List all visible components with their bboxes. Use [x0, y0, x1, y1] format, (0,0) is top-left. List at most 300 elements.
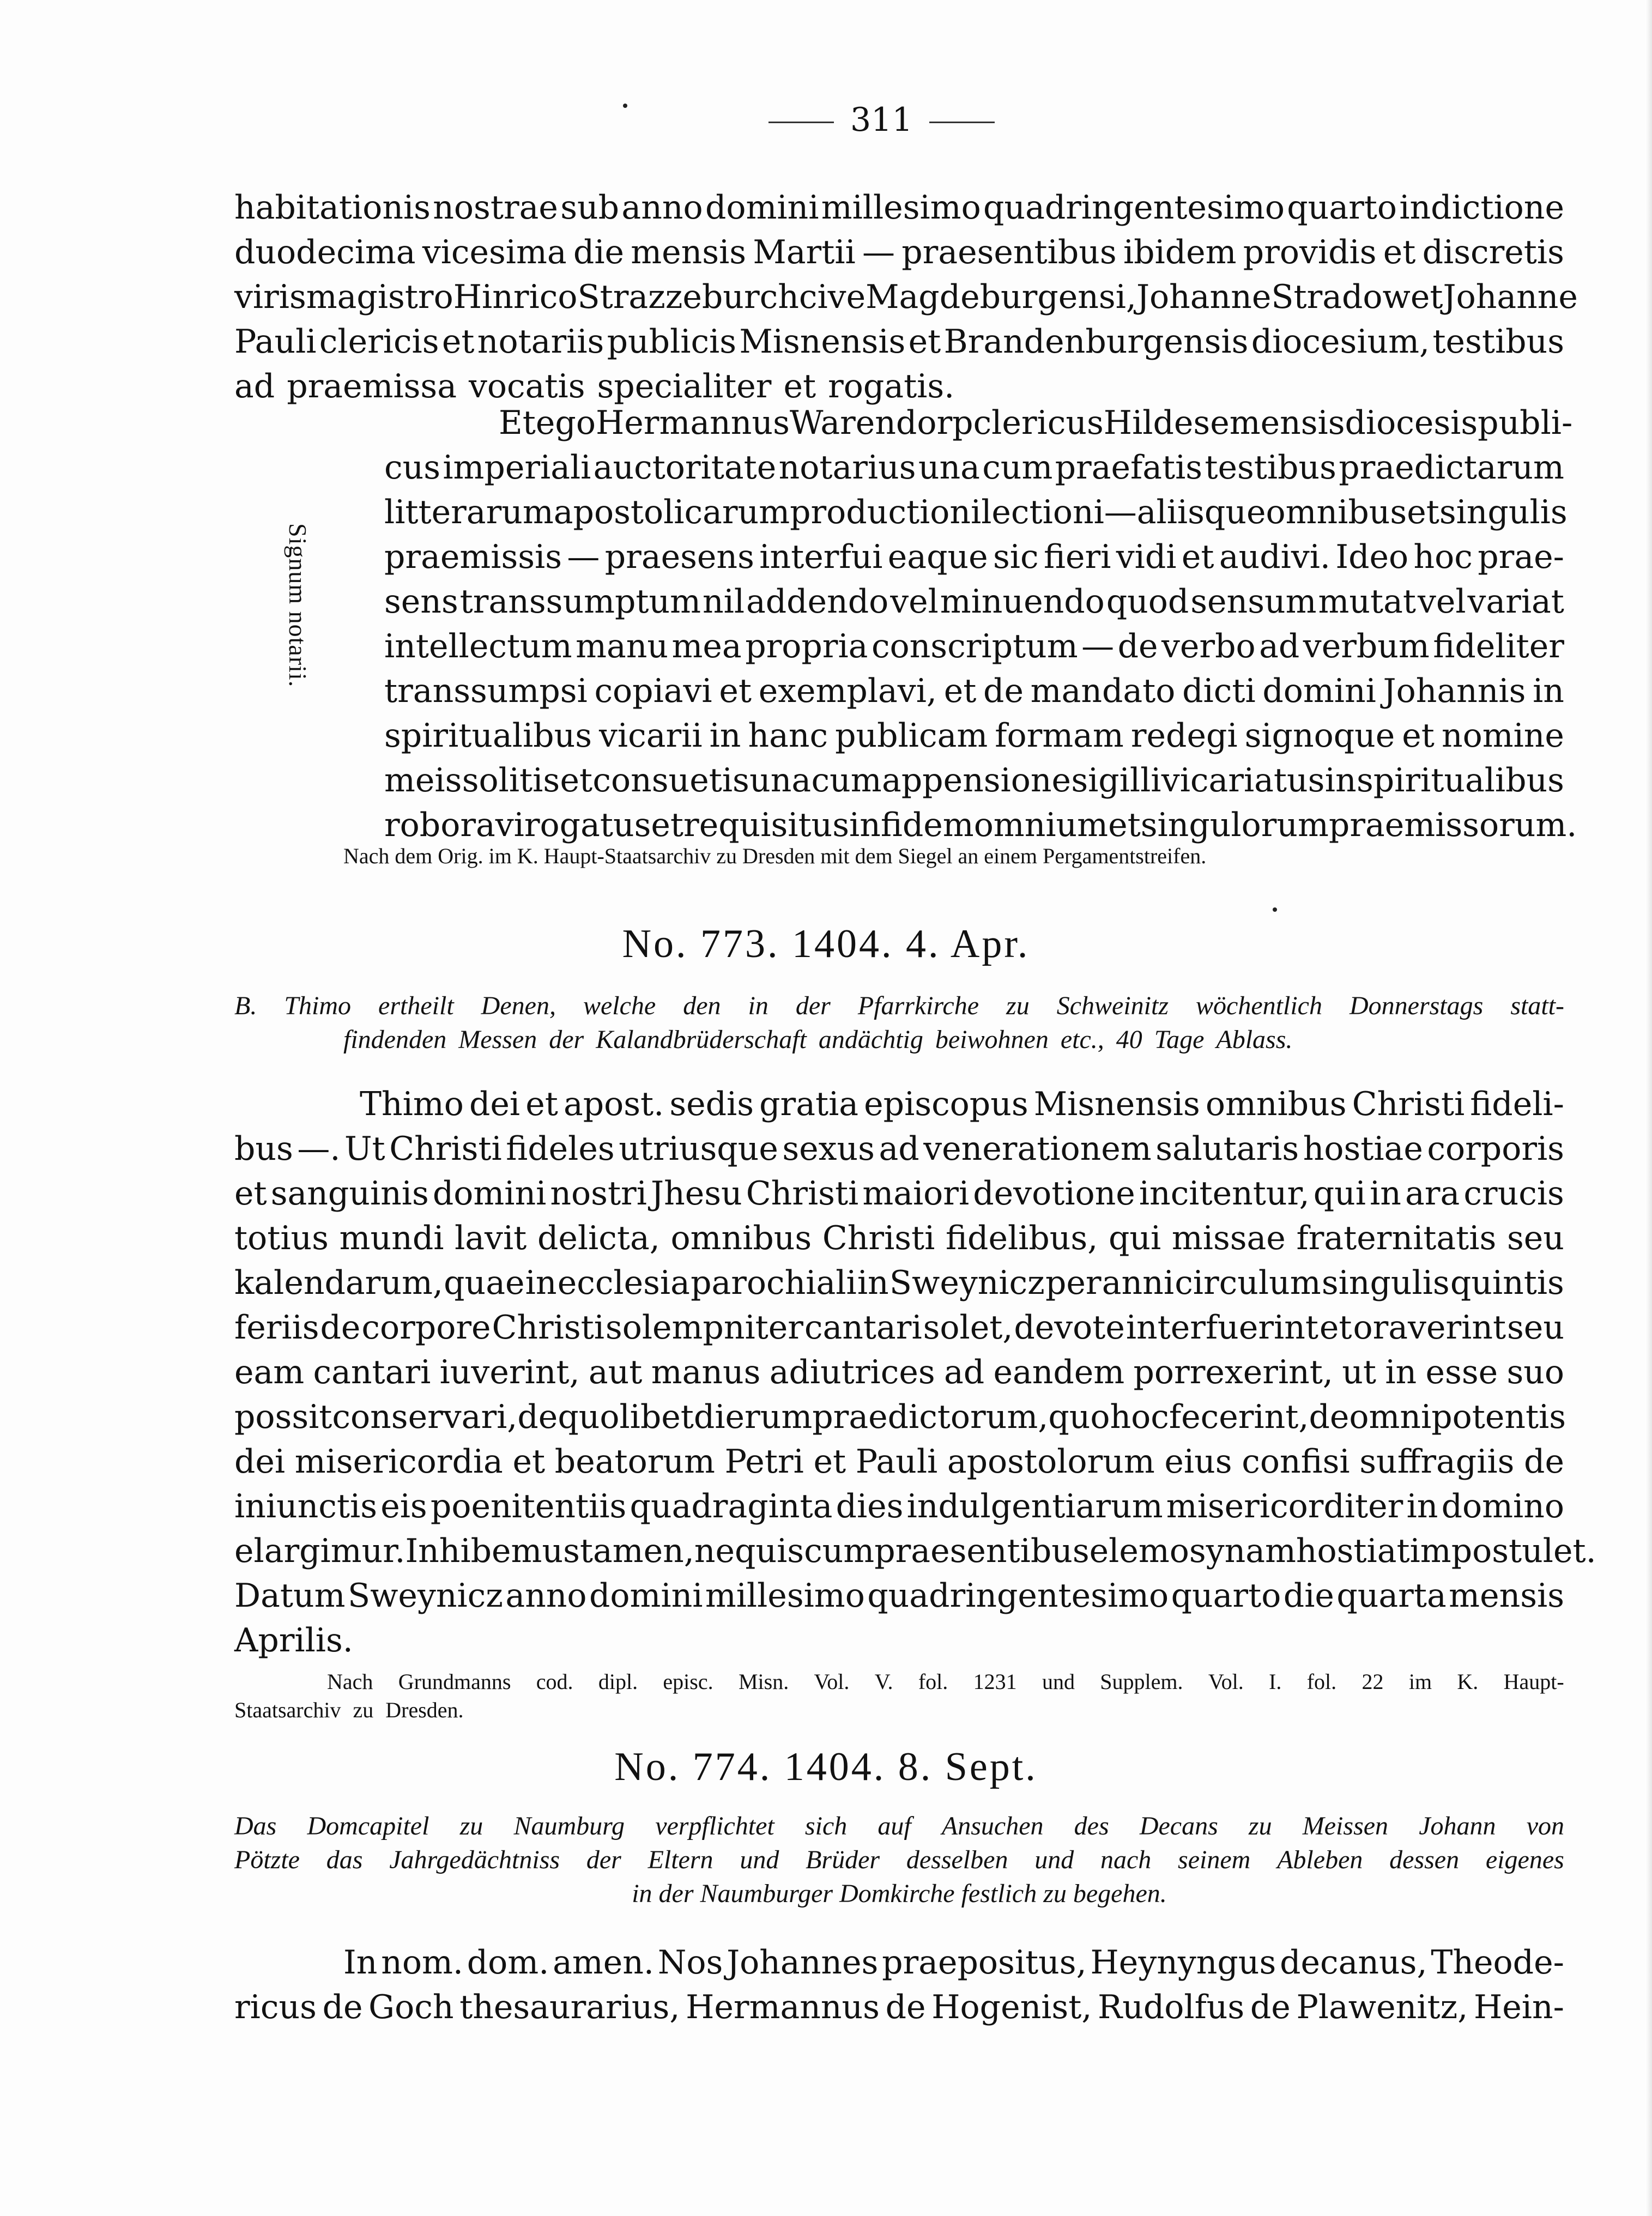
- word: dies: [836, 1487, 904, 1525]
- word: domini: [589, 1577, 703, 1615]
- word: et: [1410, 278, 1443, 316]
- word: formam: [995, 717, 1124, 755]
- word: sub: [560, 189, 620, 227]
- word: et: [943, 672, 977, 710]
- word: anno: [621, 189, 703, 227]
- word: qui: [1108, 1219, 1161, 1257]
- word: quintis: [1450, 1264, 1564, 1302]
- word: hoc: [1413, 538, 1473, 576]
- word: duodecima: [234, 233, 416, 271]
- word: praesens: [604, 538, 754, 576]
- word: episcopus: [864, 1085, 1028, 1123]
- word: 1231: [973, 1669, 1017, 1694]
- word: nom.: [381, 1943, 463, 1982]
- word: esse: [1425, 1353, 1498, 1391]
- word: seu: [1507, 1309, 1564, 1347]
- word: de: [517, 1398, 558, 1436]
- word: fraternitatis: [1296, 1219, 1497, 1257]
- word: 40: [1116, 1025, 1142, 1054]
- word: quis: [735, 1532, 804, 1570]
- word: apost.: [563, 1085, 664, 1123]
- word: quod: [1106, 583, 1189, 621]
- word: postulet.: [1451, 1532, 1596, 1570]
- word: fideliter: [1433, 627, 1564, 665]
- word: et: [1407, 493, 1439, 531]
- word: —: [1081, 627, 1115, 665]
- word: sens: [384, 583, 458, 621]
- word: tamen,: [579, 1532, 694, 1570]
- word: providis: [1243, 233, 1377, 271]
- word: notariis: [477, 323, 604, 361]
- text-line: [234, 319, 1564, 364]
- word: mea: [671, 627, 742, 665]
- word: fol.: [918, 1669, 948, 1694]
- word: den: [683, 991, 721, 1020]
- word: nostri: [550, 1174, 647, 1213]
- word: dierum: [693, 1398, 813, 1436]
- word: suffragiis: [1359, 1443, 1515, 1481]
- word: in: [1385, 1353, 1417, 1391]
- word: roboravi: [384, 806, 524, 844]
- word: ut: [1342, 1353, 1377, 1391]
- word: sanguinis: [270, 1174, 429, 1213]
- word: possit: [234, 1398, 332, 1436]
- word: Hein-: [1473, 1988, 1564, 2026]
- word: millesimo: [821, 189, 981, 227]
- word: exemplavi,: [758, 672, 937, 710]
- word: Thimo: [360, 1085, 464, 1123]
- word: solitis: [462, 761, 560, 800]
- word: ad: [1259, 627, 1300, 665]
- word: minuendo: [940, 583, 1105, 621]
- text-line: [234, 1305, 1564, 1350]
- word: Haupt-: [1503, 1669, 1564, 1694]
- word: de: [1117, 627, 1158, 665]
- word: Brandenburgensis: [943, 323, 1249, 361]
- text-line: [384, 445, 1564, 490]
- word: Sweynicz: [889, 1264, 1045, 1302]
- word: indulgentiarum: [906, 1487, 1163, 1525]
- word: Kalandbrüderschaft: [596, 1025, 807, 1054]
- word: etc.,: [1060, 1025, 1104, 1054]
- word: crucis: [1463, 1174, 1564, 1213]
- word: verbo: [1161, 627, 1256, 665]
- word: fideli-: [1470, 1085, 1564, 1123]
- word: zu: [459, 1812, 483, 1840]
- word: praesentibus: [901, 233, 1117, 271]
- word: Domcapitel: [307, 1812, 429, 1840]
- word: —: [567, 538, 600, 576]
- word: andächtig: [818, 1025, 923, 1054]
- word: adiutrices: [769, 1353, 935, 1391]
- word: Pfarrkirche: [857, 991, 979, 1020]
- word: in: [525, 1264, 557, 1302]
- word: quadringentesimo: [867, 1577, 1169, 1615]
- word: mensis: [1449, 1577, 1564, 1615]
- word: in: [1324, 761, 1357, 800]
- word: mutat: [1318, 583, 1416, 621]
- word: Christi: [389, 1130, 502, 1168]
- word: totius: [234, 1219, 329, 1257]
- word: K.: [1457, 1669, 1479, 1694]
- word: notarius: [778, 449, 916, 487]
- word: Strazzeburch: [577, 278, 799, 316]
- word: de: [983, 672, 1024, 710]
- word: domini: [432, 1174, 547, 1213]
- word: domini: [705, 189, 819, 227]
- word: audivi.: [1219, 538, 1330, 576]
- word: praemissorum.: [1328, 806, 1577, 844]
- word: episc.: [663, 1669, 713, 1694]
- word: hoc: [1110, 1398, 1169, 1436]
- word: und: [740, 1845, 779, 1874]
- word: ego: [535, 404, 596, 442]
- word: sic: [993, 538, 1039, 576]
- word: quadraginta: [630, 1487, 833, 1525]
- word: cum: [804, 1532, 875, 1570]
- word: porrexerint,: [1133, 1353, 1333, 1391]
- word: eam: [234, 1353, 305, 1391]
- word: aliisque: [1136, 493, 1266, 531]
- scan-edge: [1645, 0, 1652, 2216]
- word: et: [560, 761, 593, 800]
- word: elemosynam: [1089, 1532, 1296, 1570]
- word: Denen,: [481, 991, 556, 1020]
- word: ara: [1405, 1174, 1460, 1213]
- word: et: [1108, 806, 1141, 844]
- word: interfuerint: [1125, 1309, 1318, 1347]
- text-line: [234, 1127, 1564, 1171]
- word: die: [573, 233, 625, 271]
- word: lectioni: [981, 493, 1104, 531]
- word: corporis: [1427, 1130, 1564, 1168]
- doc-773-source-note: [234, 1668, 1564, 1724]
- word: 22: [1361, 1669, 1384, 1694]
- word: de: [322, 1988, 363, 2026]
- doc-773-heading: No. 773. 1404. 4. Apr.: [622, 922, 1030, 966]
- word: thesaurarius,: [459, 1988, 680, 2026]
- word: suo: [1506, 1353, 1564, 1391]
- word: eis: [380, 1487, 427, 1525]
- word: omnium: [973, 806, 1109, 844]
- word: Dresden.: [385, 1698, 464, 1722]
- word: Hermannus: [595, 404, 790, 442]
- word: et: [1383, 233, 1416, 271]
- word: misericordia: [294, 1443, 503, 1481]
- word: aut: [588, 1353, 643, 1391]
- word: anno: [505, 1577, 587, 1615]
- word: in: [1370, 1174, 1401, 1213]
- word: Nach: [327, 1669, 373, 1694]
- word: der: [586, 1845, 621, 1874]
- word: Misnensis: [739, 323, 906, 361]
- word: misericorditer: [1166, 1487, 1403, 1525]
- note-line: [234, 1696, 1564, 1724]
- text-line: [234, 275, 1578, 319]
- text-line: [384, 803, 1577, 847]
- word: apostolorum: [947, 1443, 1155, 1481]
- word: auf: [878, 1812, 911, 1840]
- text-line: [384, 669, 1564, 713]
- text-line: [234, 1171, 1564, 1216]
- word: vocatis: [469, 367, 585, 405]
- word: kalendarum,: [234, 1264, 443, 1302]
- word: magistro: [306, 278, 453, 316]
- word: in: [748, 991, 768, 1020]
- text-line: [234, 1395, 1564, 1439]
- summary-line: [234, 1023, 1564, 1057]
- word: V.: [874, 1669, 893, 1694]
- word: fol.: [1306, 1669, 1337, 1694]
- word: iniunctis: [234, 1487, 378, 1525]
- word: Pötzte: [234, 1845, 300, 1874]
- word: Staatsarchiv: [234, 1698, 341, 1722]
- word: solempniter: [605, 1309, 803, 1347]
- word: Misnensis: [1033, 1085, 1200, 1123]
- word: ricus: [234, 1988, 317, 2026]
- text-line: [384, 758, 1564, 803]
- word: parochiali: [691, 1264, 857, 1302]
- word: et: [651, 806, 684, 844]
- word: und: [1034, 1845, 1074, 1874]
- word: ecclesia: [557, 1264, 690, 1302]
- word: ad: [879, 1130, 919, 1168]
- word: Hildesemensis: [1103, 404, 1345, 442]
- word: Petri: [724, 1443, 804, 1481]
- word: Supplem.: [1100, 1669, 1183, 1694]
- word: im: [1408, 1669, 1432, 1694]
- word: praesentibus: [874, 1532, 1090, 1570]
- text-line: [234, 1529, 1596, 1573]
- word: Grundmanns: [398, 1669, 511, 1694]
- word: welche: [583, 991, 656, 1020]
- word: singulis: [1321, 1264, 1450, 1302]
- word: quae: [444, 1264, 525, 1302]
- word: findenden: [343, 1025, 447, 1054]
- summary-line: in der Naumburger Domkirche festlich zu begehen.: [632, 1879, 1167, 1908]
- word: Datum: [234, 1577, 346, 1615]
- word: Rudolfus: [1098, 1988, 1245, 2026]
- word: nostrae: [433, 189, 558, 227]
- word: cum: [811, 761, 882, 800]
- summary-line: [234, 989, 1564, 1023]
- word: Eltern: [648, 1845, 713, 1874]
- word: productioni: [790, 493, 982, 531]
- note-line: [234, 1668, 1564, 1696]
- word: clericus: [973, 404, 1104, 442]
- word: circulum: [1175, 1264, 1321, 1302]
- word: omnipotentis: [1349, 1398, 1566, 1436]
- word: Donnerstags: [1349, 991, 1484, 1020]
- word: hostiae: [1303, 1130, 1423, 1168]
- word: Meissen: [1302, 1812, 1389, 1840]
- word: litterarum: [384, 493, 554, 531]
- word: Das: [234, 1812, 277, 1840]
- word: nach: [1100, 1845, 1152, 1874]
- word: vidi: [1116, 538, 1177, 576]
- text-line: [384, 624, 1564, 669]
- word: quarta: [1336, 1577, 1447, 1615]
- word: quadringentesimo: [983, 189, 1285, 227]
- word: variat: [1467, 583, 1564, 621]
- word: utriusque: [619, 1130, 778, 1168]
- word: et: [1319, 1309, 1352, 1347]
- word: quo: [1048, 1398, 1110, 1436]
- word: et: [441, 323, 475, 361]
- word: Hogenist,: [931, 1988, 1092, 2026]
- word: fecerint,: [1169, 1398, 1309, 1436]
- word: —: [1104, 493, 1137, 531]
- word: et: [525, 1085, 558, 1123]
- scan-speck: [623, 104, 627, 108]
- text-line: [234, 1216, 1564, 1261]
- word: verpflichtet: [655, 1812, 774, 1840]
- word: Theode-: [1431, 1943, 1564, 1982]
- text-line: [234, 1573, 1564, 1618]
- text-line: [384, 535, 1564, 579]
- word: transsumptum: [459, 583, 701, 621]
- word: Johannis: [1383, 672, 1526, 710]
- word: bus: [234, 1130, 293, 1168]
- word: cantari: [313, 1353, 431, 1391]
- word: Christi: [746, 1174, 859, 1213]
- word: propria: [745, 627, 868, 665]
- word: Christi: [492, 1309, 604, 1347]
- word: Johanne: [1136, 278, 1272, 316]
- word: de: [1250, 1988, 1291, 2026]
- word: imperiali: [443, 449, 591, 487]
- word: una: [918, 449, 980, 487]
- paragraph-continuation: [234, 185, 1578, 409]
- word: publicis: [607, 323, 737, 361]
- word: in: [849, 806, 881, 844]
- word: publi-: [1478, 404, 1573, 442]
- word: anni: [1102, 1264, 1175, 1302]
- word: lavit: [455, 1219, 527, 1257]
- doc-774-body: [234, 1940, 1564, 2030]
- word: Plawenitz,: [1296, 1988, 1468, 2026]
- word: publicam: [835, 717, 988, 755]
- word: desselben: [906, 1845, 1008, 1874]
- word: et: [813, 1443, 846, 1481]
- word: dessen: [1389, 1845, 1460, 1874]
- word: statt-: [1510, 991, 1564, 1020]
- word: cive: [798, 278, 866, 316]
- word: Naumburg: [513, 1812, 625, 1840]
- word: mensis: [631, 233, 747, 271]
- word: elargimur.: [234, 1532, 406, 1570]
- word: singulorum: [1140, 806, 1329, 844]
- text-line: [234, 1985, 1564, 2030]
- word: apostolicarum: [553, 493, 790, 531]
- word: beiwohnen: [935, 1025, 1049, 1054]
- word: redegi: [1130, 717, 1238, 755]
- word: testibus: [1432, 323, 1564, 361]
- word: addendo: [746, 583, 889, 621]
- word: Ideo: [1335, 538, 1409, 576]
- word: spiritualibus: [1356, 761, 1564, 800]
- word: signoque: [1244, 717, 1395, 755]
- word: —.: [297, 1130, 341, 1168]
- word: devotione: [973, 1174, 1135, 1213]
- word: praepositus,: [882, 1943, 1087, 1982]
- word: I.: [1269, 1669, 1282, 1694]
- word: praedictorum,: [812, 1398, 1049, 1436]
- word: hostiatim: [1296, 1532, 1451, 1570]
- word: et: [234, 1174, 267, 1213]
- word: et: [1402, 717, 1435, 755]
- word: diocesium,: [1251, 323, 1430, 361]
- word: poenitentiis: [430, 1487, 627, 1525]
- word: et: [512, 1443, 546, 1481]
- page-number: [752, 101, 1079, 139]
- word: spiritualibus: [384, 717, 592, 755]
- word: copiavi: [594, 672, 712, 710]
- word: Jhesu: [651, 1174, 742, 1213]
- word: feriis: [234, 1309, 319, 1347]
- word: Ablass.: [1216, 1025, 1293, 1054]
- source-note: Nach dem Orig. im K. Haupt-Staatsarchiv zu Dresden mit dem Siegel an einem Pergamentstreifen.: [343, 844, 1207, 868]
- word: seu: [1506, 1219, 1564, 1257]
- word: das: [326, 1845, 363, 1874]
- word: zu: [353, 1698, 374, 1722]
- word: in: [1406, 1487, 1438, 1525]
- signum-notarii-label: Signum notarii.: [284, 523, 312, 688]
- word: singulis: [1439, 493, 1568, 531]
- word: mundi: [339, 1219, 444, 1257]
- word: Martii: [753, 233, 856, 271]
- word: eaque: [887, 538, 988, 576]
- word: praemissa: [287, 367, 457, 405]
- word: praemissis: [384, 538, 562, 576]
- word: una: [749, 761, 812, 800]
- word: seinem: [1178, 1845, 1251, 1874]
- word: ertheilt: [378, 991, 454, 1020]
- word: dicti: [1182, 672, 1256, 710]
- word: conscriptum: [871, 627, 1078, 665]
- word: quolibet: [558, 1398, 694, 1436]
- word: Pauli: [234, 323, 317, 361]
- word: ne: [694, 1532, 735, 1570]
- word: maiori: [862, 1174, 970, 1213]
- word: requisitus: [683, 806, 849, 844]
- word: Johanne: [1443, 278, 1578, 316]
- text-line: [384, 579, 1564, 624]
- word: verbum: [1303, 627, 1430, 665]
- word: Vol.: [1208, 1669, 1244, 1694]
- word: millesimo: [705, 1577, 865, 1615]
- word: wöchentlich: [1196, 991, 1322, 1020]
- word: delicta,: [537, 1219, 660, 1257]
- word: sensum: [1190, 583, 1317, 621]
- word: nomine: [1441, 717, 1564, 755]
- word: Ut: [344, 1130, 385, 1168]
- word: quarto: [1171, 1577, 1281, 1615]
- word: des: [1074, 1812, 1109, 1840]
- word: Johann: [1419, 1812, 1496, 1840]
- text-line: [234, 185, 1564, 230]
- word: Schweinitz: [1056, 991, 1169, 1020]
- word: Hinrico: [453, 278, 578, 316]
- page-number-rule-right: [929, 122, 995, 123]
- word: sexus: [782, 1130, 875, 1168]
- word: manu: [576, 627, 669, 665]
- summary-line: [234, 1843, 1564, 1877]
- text-line: [384, 713, 1564, 758]
- word: Sweynicz: [347, 1577, 503, 1615]
- word: rogatis.: [828, 367, 955, 405]
- word: hanc: [748, 717, 828, 755]
